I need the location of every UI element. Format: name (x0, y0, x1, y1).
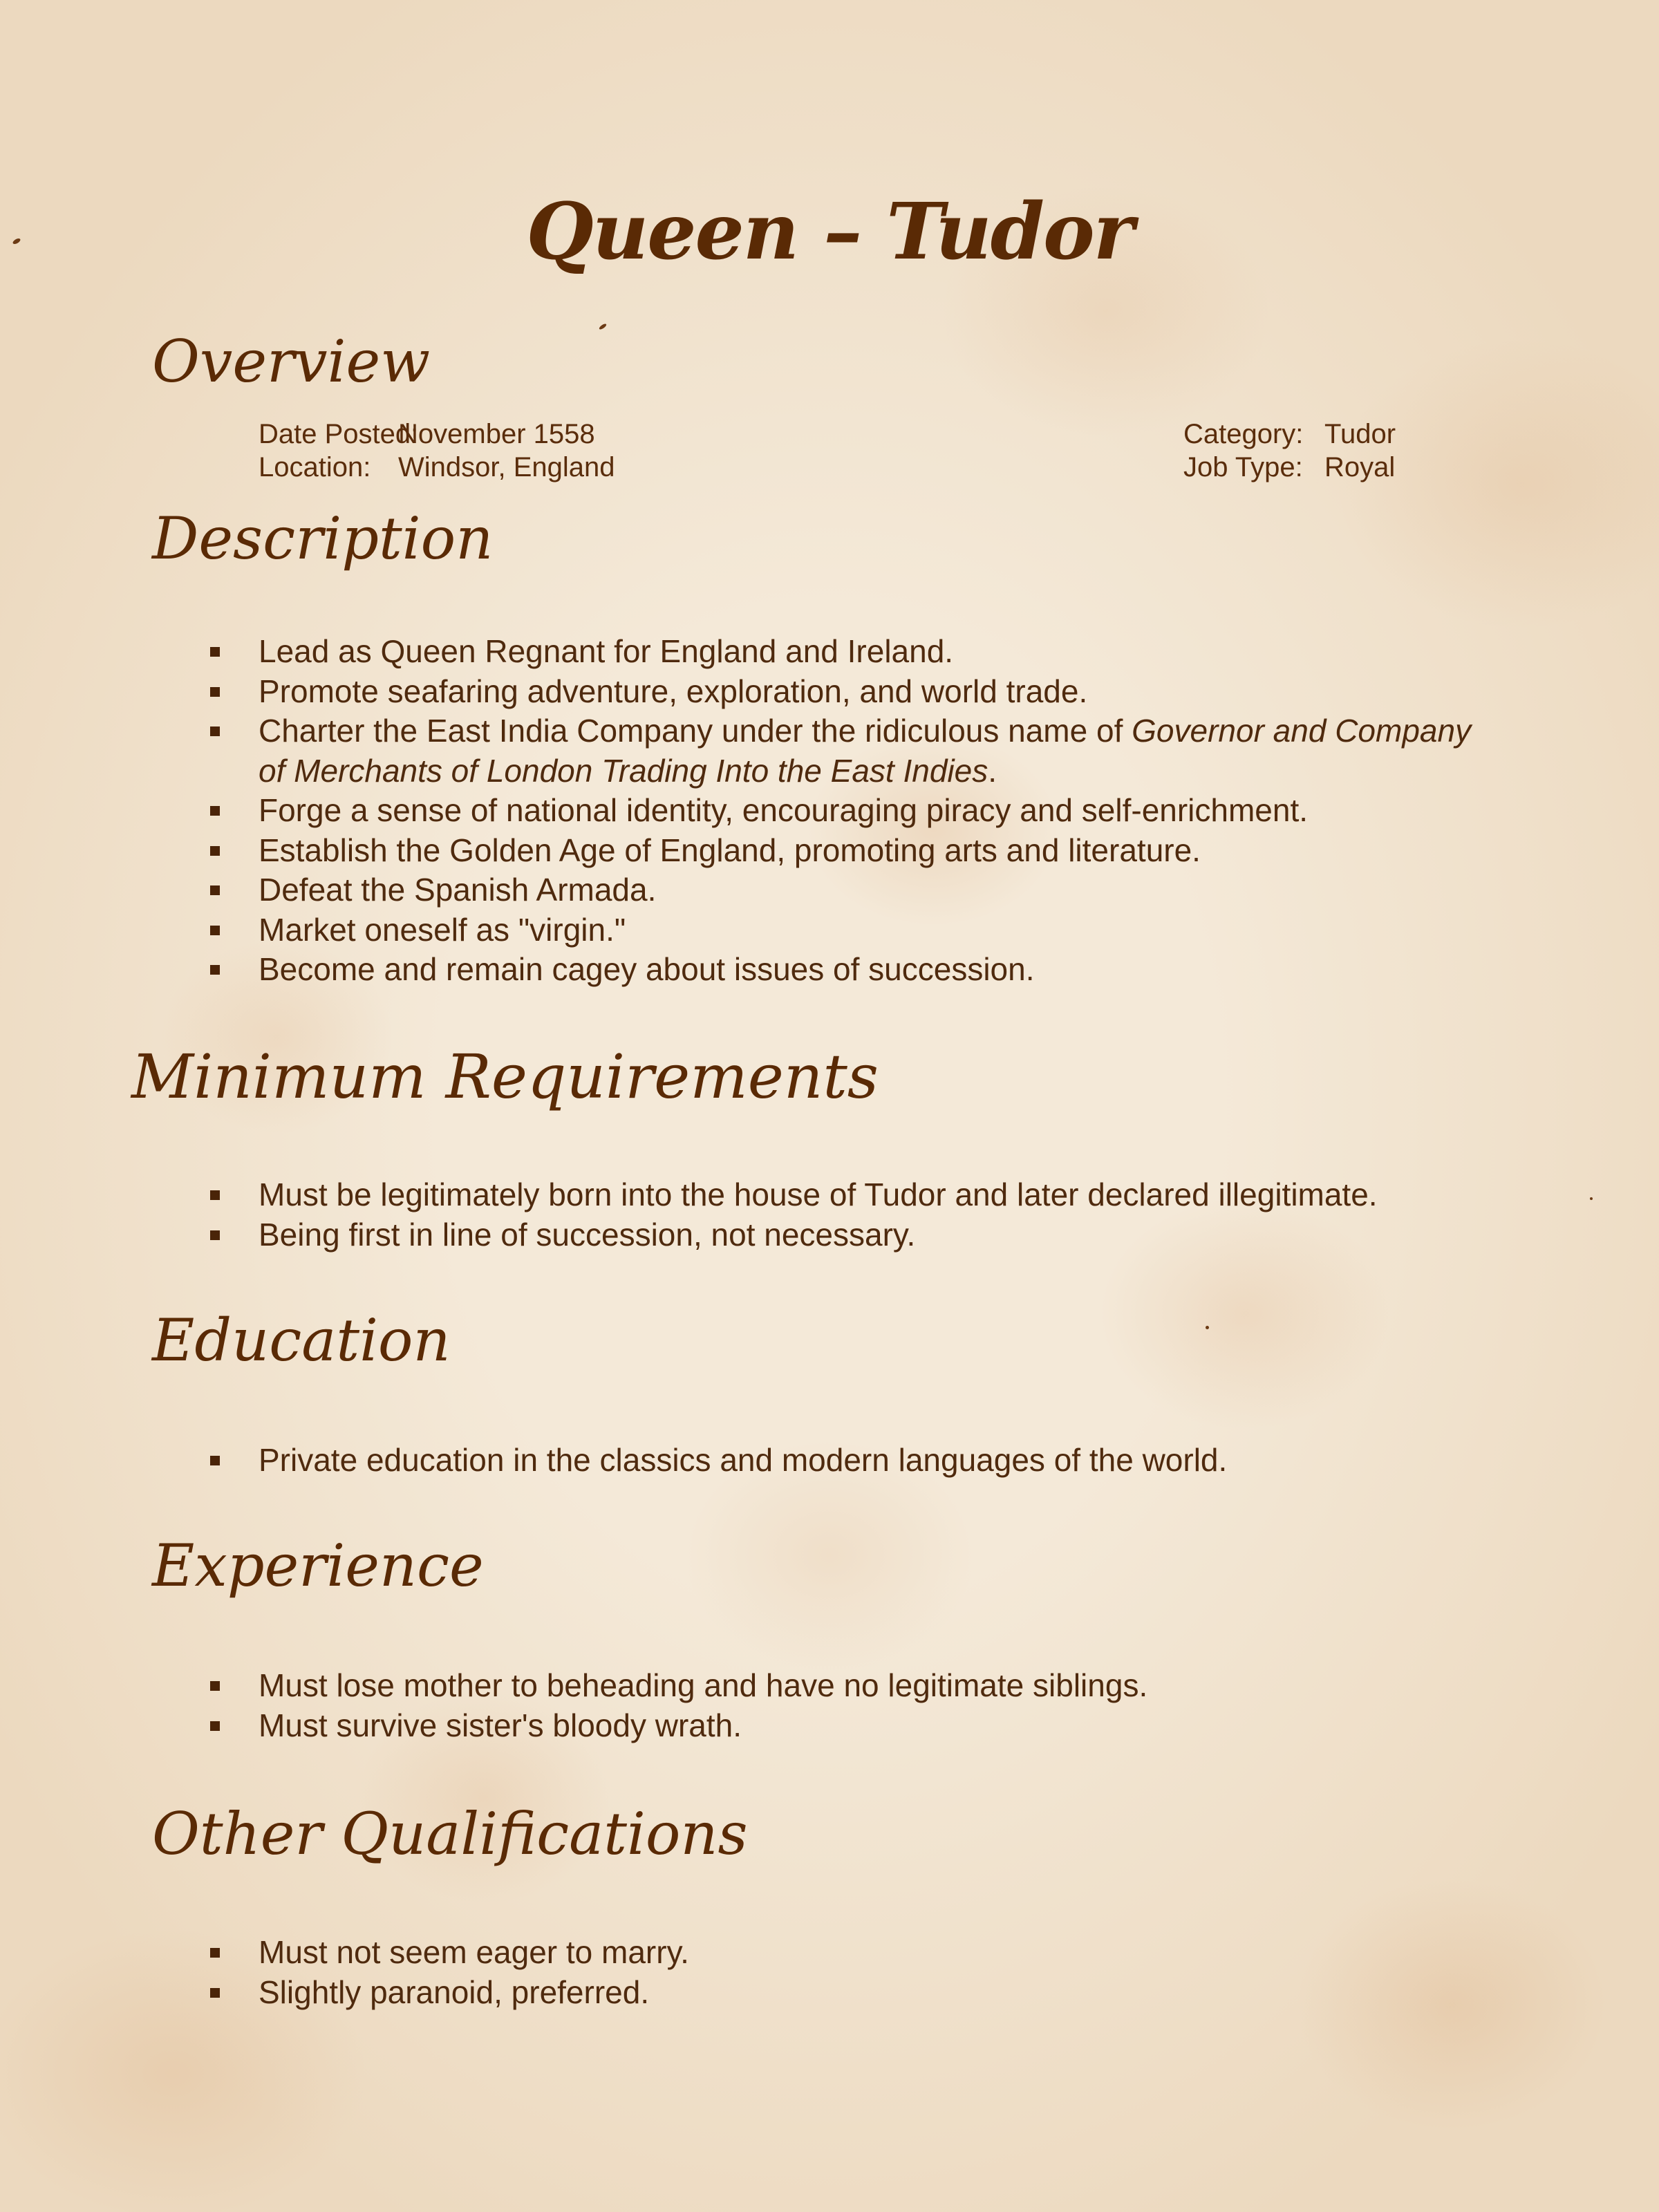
category-label: Category: (1183, 419, 1304, 449)
ink-fleck (599, 323, 608, 330)
job-type-row (1183, 451, 1396, 484)
bullet-icon (210, 885, 220, 895)
overview-meta-left (259, 418, 615, 484)
bullet-icon (210, 1988, 220, 1998)
list-item (259, 711, 1503, 791)
list-item: Promote seafaring adventure, exploration, and world trade. (259, 672, 1503, 712)
charter-company-name: Governor and Company of Merchants of London Trading Into the East Indies (259, 713, 1472, 789)
bullet-icon (210, 926, 220, 935)
bullet-icon (210, 1190, 220, 1200)
experience-list (259, 1666, 1503, 1745)
category-row (1183, 418, 1396, 451)
minimum-requirements-list (259, 1175, 1503, 1255)
list-item: Private education in the classics and modern languages of the world. (259, 1441, 1503, 1481)
bullet-icon (210, 647, 220, 657)
bullet-icon (210, 1721, 220, 1731)
description-heading: Description (152, 505, 494, 572)
overview-meta-right (1183, 418, 1396, 484)
location-row (259, 451, 615, 484)
list-item: Defeat the Spanish Armada. (259, 870, 1503, 910)
category-value: Tudor (1324, 419, 1396, 449)
location-label: Location: (259, 452, 371, 482)
other-qualifications-heading: Other Qualifications (152, 1800, 748, 1868)
bullet-icon (210, 965, 220, 975)
list-item: Must not seem eager to marry. (259, 1933, 1503, 1973)
overview-heading: Overview (152, 328, 431, 395)
charter-prefix: Charter the East India Company under the ridiculous name of (259, 713, 1132, 749)
bullet-icon (210, 1230, 220, 1240)
bullet-icon (210, 1456, 220, 1465)
date-posted-value: November 1558 (398, 419, 595, 449)
ink-fleck (1206, 1326, 1209, 1329)
education-list (259, 1441, 1503, 1481)
bullet-icon (210, 687, 220, 697)
date-posted-label: Date Posted: (259, 419, 419, 449)
list-item: Must be legitimately born into the house of Tudor and later declared illegitimate. (259, 1175, 1503, 1215)
list-item: Market oneself as "virgin." (259, 910, 1503, 950)
job-type-value: Royal (1324, 452, 1396, 482)
bullet-icon (210, 846, 220, 856)
date-posted-row (259, 418, 615, 451)
ink-fleck (1590, 1197, 1593, 1200)
minimum-requirements-heading: Minimum Requirements (131, 1041, 879, 1112)
list-item: Being first in line of succession, not necessary. (259, 1215, 1503, 1255)
list-item: Slightly paranoid, preferred. (259, 1973, 1503, 2013)
list-item: Become and remain cagey about issues of succession. (259, 950, 1503, 990)
charter-suffix: . (988, 752, 997, 789)
bullet-icon (210, 1681, 220, 1691)
list-item: Establish the Golden Age of England, promoting arts and literature. (259, 831, 1503, 871)
other-qualifications-list (259, 1933, 1503, 2012)
list-item: Must lose mother to beheading and have no legitimate siblings. (259, 1666, 1503, 1706)
page-title: Queen – Tudor (526, 187, 1133, 277)
experience-heading: Experience (152, 1532, 484, 1600)
list-item: Forge a sense of national identity, encouraging piracy and self-enrichment. (259, 791, 1503, 831)
job-type-label: Job Type: (1183, 452, 1303, 482)
education-heading: Education (152, 1306, 451, 1374)
location-value: Windsor, England (398, 452, 615, 482)
list-item: Must survive sister's bloody wrath. (259, 1706, 1503, 1746)
bullet-icon (210, 1948, 220, 1958)
bullet-icon (210, 727, 220, 736)
description-list (259, 632, 1503, 990)
list-item: Lead as Queen Regnant for England and Ireland. (259, 632, 1503, 672)
bullet-icon (210, 806, 220, 816)
